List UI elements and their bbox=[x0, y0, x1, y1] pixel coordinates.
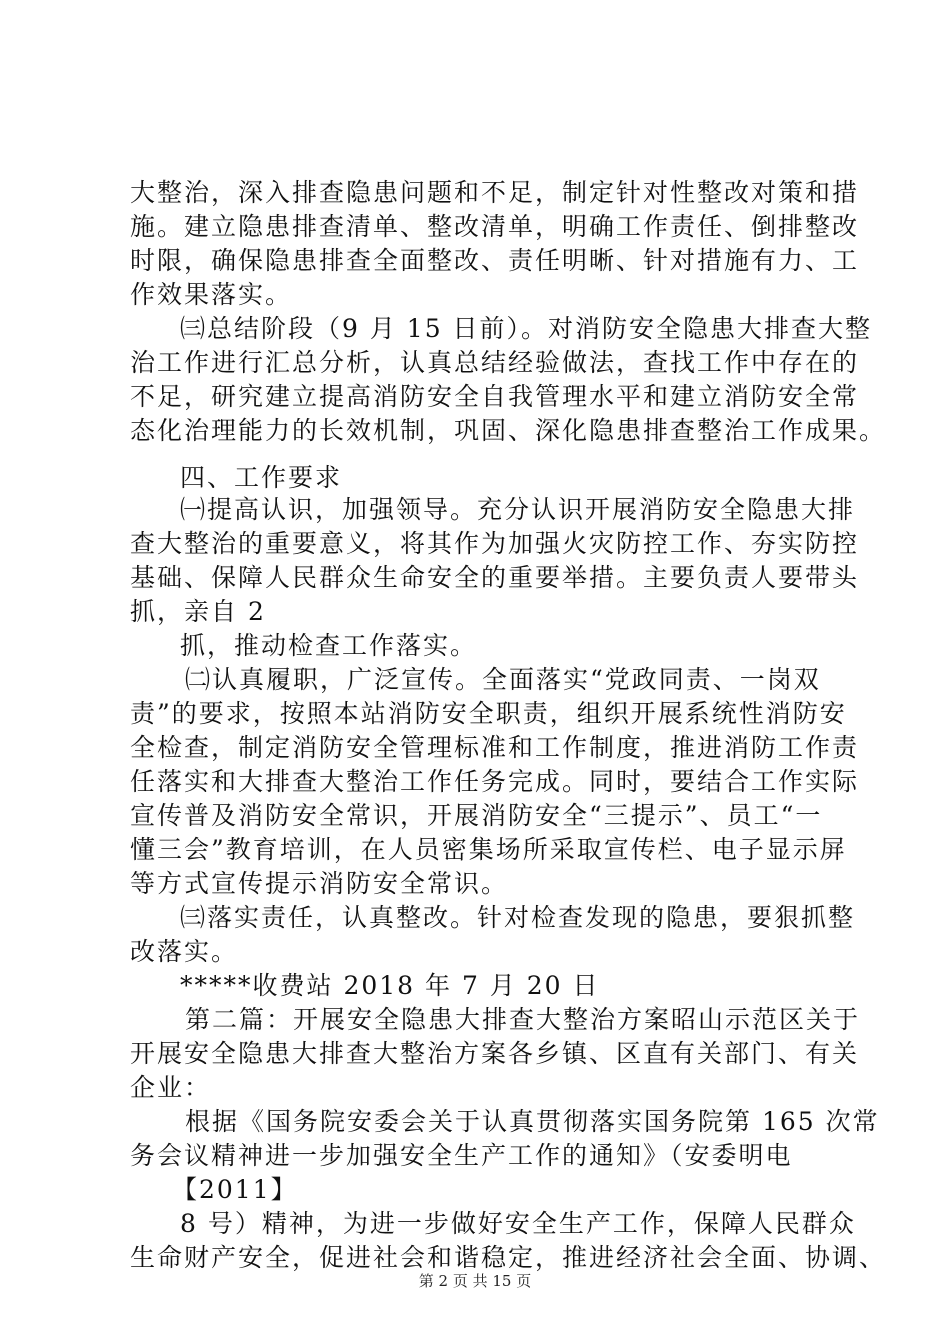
text-line: 根据《国务院安委会关于认真贯彻落实国务院第 165 次常 bbox=[185, 1107, 880, 1136]
text-line: 8 号）精神，为进一步做好安全生产工作，保障人民群众 bbox=[180, 1209, 856, 1238]
text-line: 生命财产安全，促进社会和谐稳定，推进经济社会全面、协调、 bbox=[130, 1243, 887, 1272]
text-line: 不足，研究建立提高消防安全自我管理水平和建立消防安全常 bbox=[130, 382, 860, 411]
text-line: 时限，确保隐患排查全面整改、责任明晰、针对措施有力、工 bbox=[130, 246, 860, 275]
section-heading: ㈡认真履职，广泛宣传。全面落实“党政同责、一岗双 bbox=[185, 665, 821, 694]
signature-line: *****收费站 2018 年 7 月 20 日 bbox=[180, 971, 600, 1000]
text-line: 等方式宣传提示消防安全常识。 bbox=[130, 869, 509, 898]
text-line: 作效果落实。 bbox=[130, 280, 293, 309]
text-line: 【2011】 bbox=[172, 1175, 298, 1204]
text-line: 开展安全隐患大排查大整治方案各乡镇、区直有关部门、有关 bbox=[130, 1039, 860, 1068]
section-heading: ㈢落实责任，认真整改。针对检查发现的隐患，要狠抓整 bbox=[180, 903, 856, 932]
text-line: 态化治理能力的长效机制，巩固、深化隐患排查整治工作成果。 bbox=[130, 416, 887, 445]
text-line: 务会议精神进一步加强安全生产工作的通知》（安委明电 bbox=[130, 1141, 793, 1170]
text-line: 宣传普及消防安全常识，开展消防安全“三提示”、员工“一 bbox=[130, 801, 823, 830]
text-line: 基础、保障人民群众生命安全的重要举措。主要负责人要带头 bbox=[130, 563, 860, 592]
text-line: 任落实和大排查大整治工作任务完成。同时，要结合工作实际 bbox=[130, 767, 860, 796]
section-title: 四、工作要求 bbox=[180, 463, 343, 492]
text-line: 抓，推动检查工作落实。 bbox=[180, 631, 478, 660]
text-line: 改落实。 bbox=[130, 937, 239, 966]
part-title: 第二篇：开展安全隐患大排查大整治方案昭山示范区关于 bbox=[185, 1005, 861, 1034]
text-line: 全检查，制定消防安全管理标准和工作制度，推进消防工作责 bbox=[130, 733, 860, 762]
text-line: 企业： bbox=[130, 1073, 212, 1102]
text-line: 大整治，深入排查隐患问题和不足，制定针对性整改对策和措 bbox=[130, 178, 860, 207]
text-line: 施。建立隐患排查清单、整改清单，明确工作责任、倒排整改 bbox=[130, 212, 860, 241]
text-line: 治工作进行汇总分析，认真总结经验做法，查找工作中存在的 bbox=[130, 348, 860, 377]
section-heading: ㈠提高认识，加强领导。充分认识开展消防安全隐患大排 bbox=[180, 495, 856, 524]
text-line: 责”的要求，按照本站消防安全职责，组织开展系统性消防安 bbox=[130, 699, 847, 728]
text-line: 懂三会”教育培训，在人员密集场所采取宣传栏、电子显示屏 bbox=[130, 835, 847, 864]
page-number-footer: 第 2 页 共 15 页 bbox=[418, 1272, 532, 1290]
text-line: 查大整治的重要意义，将其作为加强火灾防控工作、夯实防控 bbox=[130, 529, 860, 558]
text-line: 抓，亲自 2 bbox=[130, 597, 266, 626]
section-heading: ㈢总结阶段（9 月 15 日前）。对消防安全隐患大排查大整 bbox=[180, 314, 873, 343]
